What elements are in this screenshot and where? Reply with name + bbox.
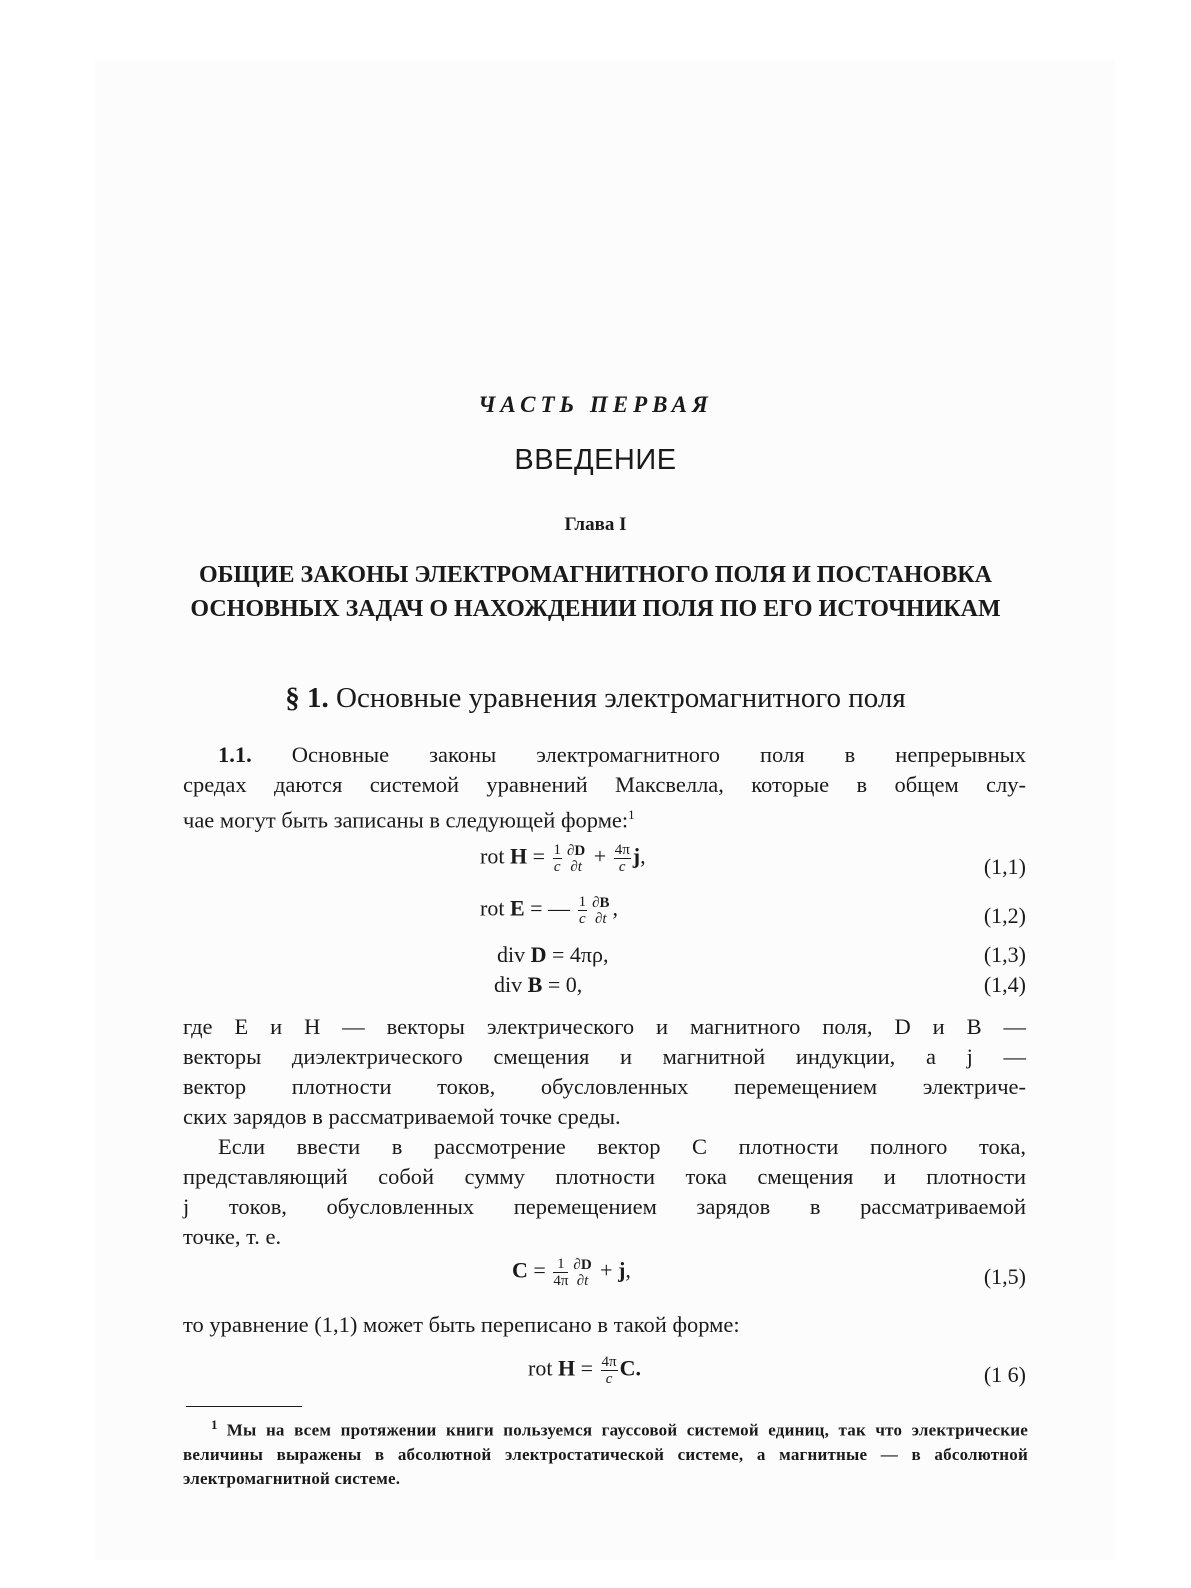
eq4-rhs: = 0, (547, 972, 583, 997)
equation-1-5: C = $\frac{1}{4\pi}$ ∂D ∂t + j, (512, 1256, 631, 1289)
para4-line1: то уравнение (1,1) может быть переписано в такой форме: (183, 1312, 740, 1337)
para1-line3 (183, 800, 1026, 836)
eq2-frac-db-dt: ∂B ∂t (592, 894, 610, 927)
para2-line1: где E и H — векторы электрического и магнитного поля, D и B — (183, 1014, 1026, 1039)
section-title: Основные уравнения электромагнитного поля (336, 682, 906, 714)
para2-line2: векторы диэлектрического смещения и магнитной индукции, а j — (183, 1044, 1026, 1069)
para2-line4: ских зарядов в рассматриваемой точке среды. (183, 1104, 621, 1129)
chapter-title: ОБЩИЕ ЗАКОНЫ ЭЛЕКТРОМАГНИТНОГО ПОЛЯ И ПОСТАНОВКА ОСНОВНЫХ ЗАДАЧ О НАХОЖДЕНИИ ПОЛЯ ПО ЕГО ИСТОЧНИКАМ (190, 562, 1001, 622)
eq6-frac-4pi-c: $\frac{4\pi}{c}$ (601, 1354, 617, 1387)
eq5-vec: C (512, 1257, 528, 1283)
equation-1-3 (497, 942, 609, 968)
eq3-rhs: = 4πρ, (552, 942, 609, 967)
chapter-label: Глава I (564, 514, 627, 535)
para1-line1 (183, 740, 1026, 770)
footnote (183, 1413, 1028, 1491)
para3-line1-text: Если ввести в рассмотрение вектор C плотности полного тока, (218, 1134, 1026, 1159)
footnote-ref: 1 (628, 807, 635, 822)
eq6-rhs: C. (619, 1355, 641, 1381)
eq4-vec: B (527, 972, 543, 997)
eq1-frac-1-c: $\frac{1}{c}$ (553, 842, 561, 875)
eq4-op: div (494, 972, 523, 997)
eq5-number: (1,5) (983, 1264, 1026, 1289)
eq6-op: rot (528, 1355, 553, 1381)
eq5-frac-dd-dt: ∂D ∂t (573, 1256, 592, 1289)
eq2-frac-1-c: $\frac{1}{c}$ (578, 894, 587, 927)
equation-1-2: rot E = — $\frac{1}{c}$ ∂B ∂t , (480, 894, 618, 927)
intro-title: ВВЕДЕНИЕ (514, 444, 677, 476)
eq6-number: (1 6) (983, 1362, 1026, 1387)
section-heading (0, 682, 1191, 715)
para2-line3: вектор плотности токов, обусловленных перемещением электриче- (183, 1074, 1026, 1099)
footnote-rule (186, 1406, 302, 1407)
eq1-frac-dd-dt: ∂D ∂t (567, 842, 586, 875)
eq2-vec: E (509, 895, 525, 921)
para3-line1 (183, 1132, 1026, 1162)
eq1-vec: H (509, 843, 528, 869)
eq1-number: (1,1) (983, 854, 1026, 879)
eq6-vec: H (557, 1355, 576, 1381)
eq1-frac-4pi-c: $\frac{4\pi}{c}$ (614, 842, 630, 875)
eq3-vec: D (530, 942, 547, 967)
eq1-op: rot (480, 843, 505, 869)
eq3-number: (1,3) (983, 942, 1026, 967)
para1-number: 1.1. (218, 742, 252, 767)
para1-line3-text: чае могут быть записаны в следующей форме: (183, 807, 629, 833)
eq2-op: rot (480, 895, 505, 921)
footnote-text: Мы на всем протяжении книги пользуемся гауссовой системой единиц, так что электрические величины выражены в абсолютной электростатической системе, а магнитные — в абсолютной электромагнитной системе. (183, 1420, 1029, 1488)
eq4-number: (1,4) (983, 972, 1026, 997)
para1-line1-text: Основные законы электромагнитного поля в непрерывных (291, 742, 1026, 767)
footnote-mark: 1 (211, 1417, 218, 1432)
eq5-frac-1-4pi: $\frac{1}{4\pi}$ (553, 1256, 569, 1289)
para3-line4: точке, т. е. (183, 1224, 282, 1249)
eq3-op: div (497, 942, 526, 967)
section-mark: § 1. (285, 682, 329, 714)
para3-line2: представляющий собой сумму плотности тока смещения и плотности (183, 1164, 1026, 1189)
equation-1-4 (494, 972, 582, 998)
para3-line3: j токов, обусловленных перемещением зарядов в рассматриваемой (183, 1194, 1026, 1219)
para1-line2: средах даются системой уравнений Максвелла, которые в общем слу- (183, 772, 1026, 797)
equation-1-1: rot H = $\frac{1}{c}$ ∂D ∂t + $\frac{4\pi}{c}$ j, (480, 842, 646, 875)
part-title: ЧАСТЬ ПЕРВАЯ (478, 392, 713, 417)
eq2-number: (1,2) (983, 903, 1026, 928)
equation-1-6: rot H = $\frac{4\pi}{c}$ C. (528, 1354, 641, 1387)
